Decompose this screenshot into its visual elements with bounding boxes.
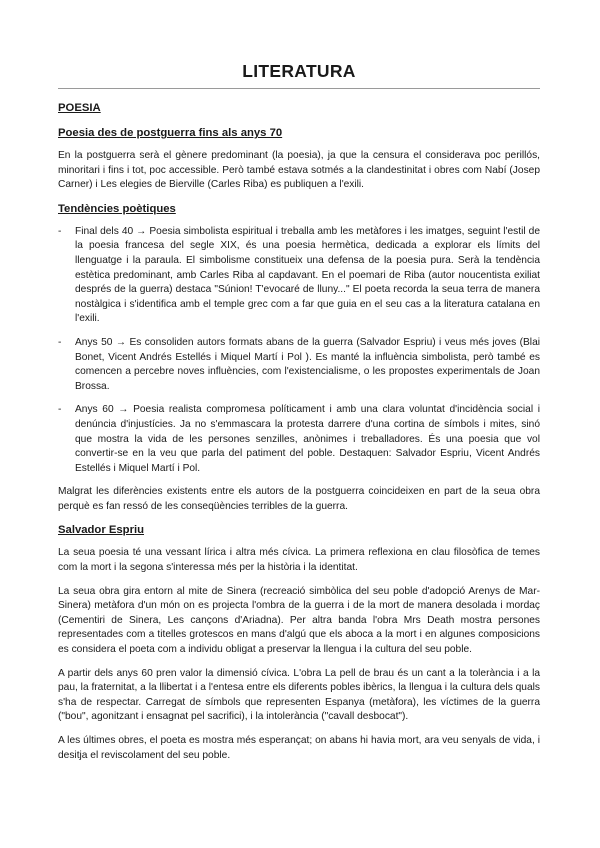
section-heading-poesia: POESIA: [58, 102, 101, 114]
bullet-item-40s: [58, 225, 540, 327]
subsection-heading-postguerra: Poesia des de postguerra fins als anys 70: [58, 127, 283, 139]
espriu-heading: Salvador Espriu: [58, 524, 145, 537]
espriu-paragraph: La seua poesia té una vessant lírica i altra més cívica. La primera reflexiona en clau filosòfica de temes com la mort i la segona s'interessa més per la història i la identitat.: [58, 547, 540, 574]
espriu-paragraph: La seua obra gira entorn al mite de Sinera (recreació simbòlica del seu poble d'adopció Arenys de Mar-Sinera) metàfora d'un món on es projecta l'ombra de la guerra i de la mort de manera desolada i mordaç (Cementiri de Sinera, Les cançons d'Ariadna). Per altra banda l'obra Mrs Death mostra persones representades com a titelles grotescos en mans d'algú que els aboca a la mort i en algunes composicions es considera el poeta com a individu obligat a preservar la llengua i la cultura del seu poble.: [58, 585, 540, 656]
bullet-dash: -: [58, 225, 62, 237]
page-title: LITERATURA: [242, 61, 356, 81]
title-divider: [58, 88, 540, 89]
bullet-text: Anys 50 → Es consoliden autors formats abans de la guerra (Salvador Espriu) i veus més joves (Blai Bonet, Vicent Andrés Estellés i Miquel Martí i Pol ). Es manté la influència simbolista, però també es comencen a percebre noves influències, com l'existencialisme, o les propostes experimentals de Joan Brossa.: [75, 336, 540, 392]
bullet-dash: -: [58, 404, 62, 416]
bullet-text: Final dels 40 → Poesia simbolista espiritual i treballa amb les metàfores i les imatges, seguint l'estil de la poesia francesa del segle XIX, és una poesia hermètica, dedicada a explorar els límits del llenguatge i la paraula. El simbolisme constitueix una defensa de la poesia pura. Serà la tendència estètica predominant, amb Carles Riba al capdavant. En el poemari de Riba (autor noucentista exiliat després de la guerra) destaca "Súnion! T'evocaré de lluny..." El poeta recorda la seua terra de manera nostàlgica i s'identifica amb el temple grec com a far que guia en el seu cas a la literatura catalana en l'exili.: [75, 225, 540, 325]
malgrat-paragraph: Malgrat les diferències existents entre els autors de la postguerra coincideixen en part de la seua obra perquè es fan ressó de les conseqüències terribles de la guerra.: [58, 486, 540, 512]
espriu-paragraph: A partir dels anys 60 pren valor la dimensió cívica. L'obra La pell de brau és un cant a la tolerància i a la pau, la fraternitat, a la llibertat i a l'entesa entre els diferents pobles ibèrics, la llengua i la cultura dels quals s'ha de respectar. Carregat de símbols que representen Espanya (metàfora), les víctimes de la guerra ("bou", agonitzant i ensagnat pel sacrifici), i la intolerància ("cavall desbocat").: [58, 667, 540, 723]
bullet-item-50s: [58, 336, 540, 394]
tendencies-heading: Tendències poètiques: [58, 202, 176, 215]
bullet-text: Anys 60 → Poesia realista compromesa políticament i amb una clara voluntat d'incidència social i denúncia d'injustícies. Ja no s'emmascara la protesta darrere d'una cortina de símbols i mites, sinó que mostra la vida de les persones senzilles, anònimes i treballadores. És una poesia que vol convertir-se en la veu que parla del patiment del poble. Destaquen: Salvador Espriu, Vicent Andrés Estellés i Miquel Martí i Pol.: [75, 404, 540, 474]
bullet-item-60s: [58, 403, 540, 476]
espriu-paragraph: A les últimes obres, el poeta es mostra més esperançat; on abans hi havia mort, ara veu senyals de vida, i desitja el reviscolament del seu poble.: [58, 735, 540, 761]
bullet-dash: -: [58, 336, 62, 348]
document-page: [58, 60, 540, 763]
intro-paragraph: En la postguerra serà el gènere predominant (la poesia), ja que la censura el considerava poc perillós, minoritari i fins i tot, poc accessible. Però també estava sotmés a la clandestinitat i obres com Nabí (Josep Carner) i Les elegies de Bierville (Carles Riba) es publiquen a l'exili.: [58, 150, 540, 191]
